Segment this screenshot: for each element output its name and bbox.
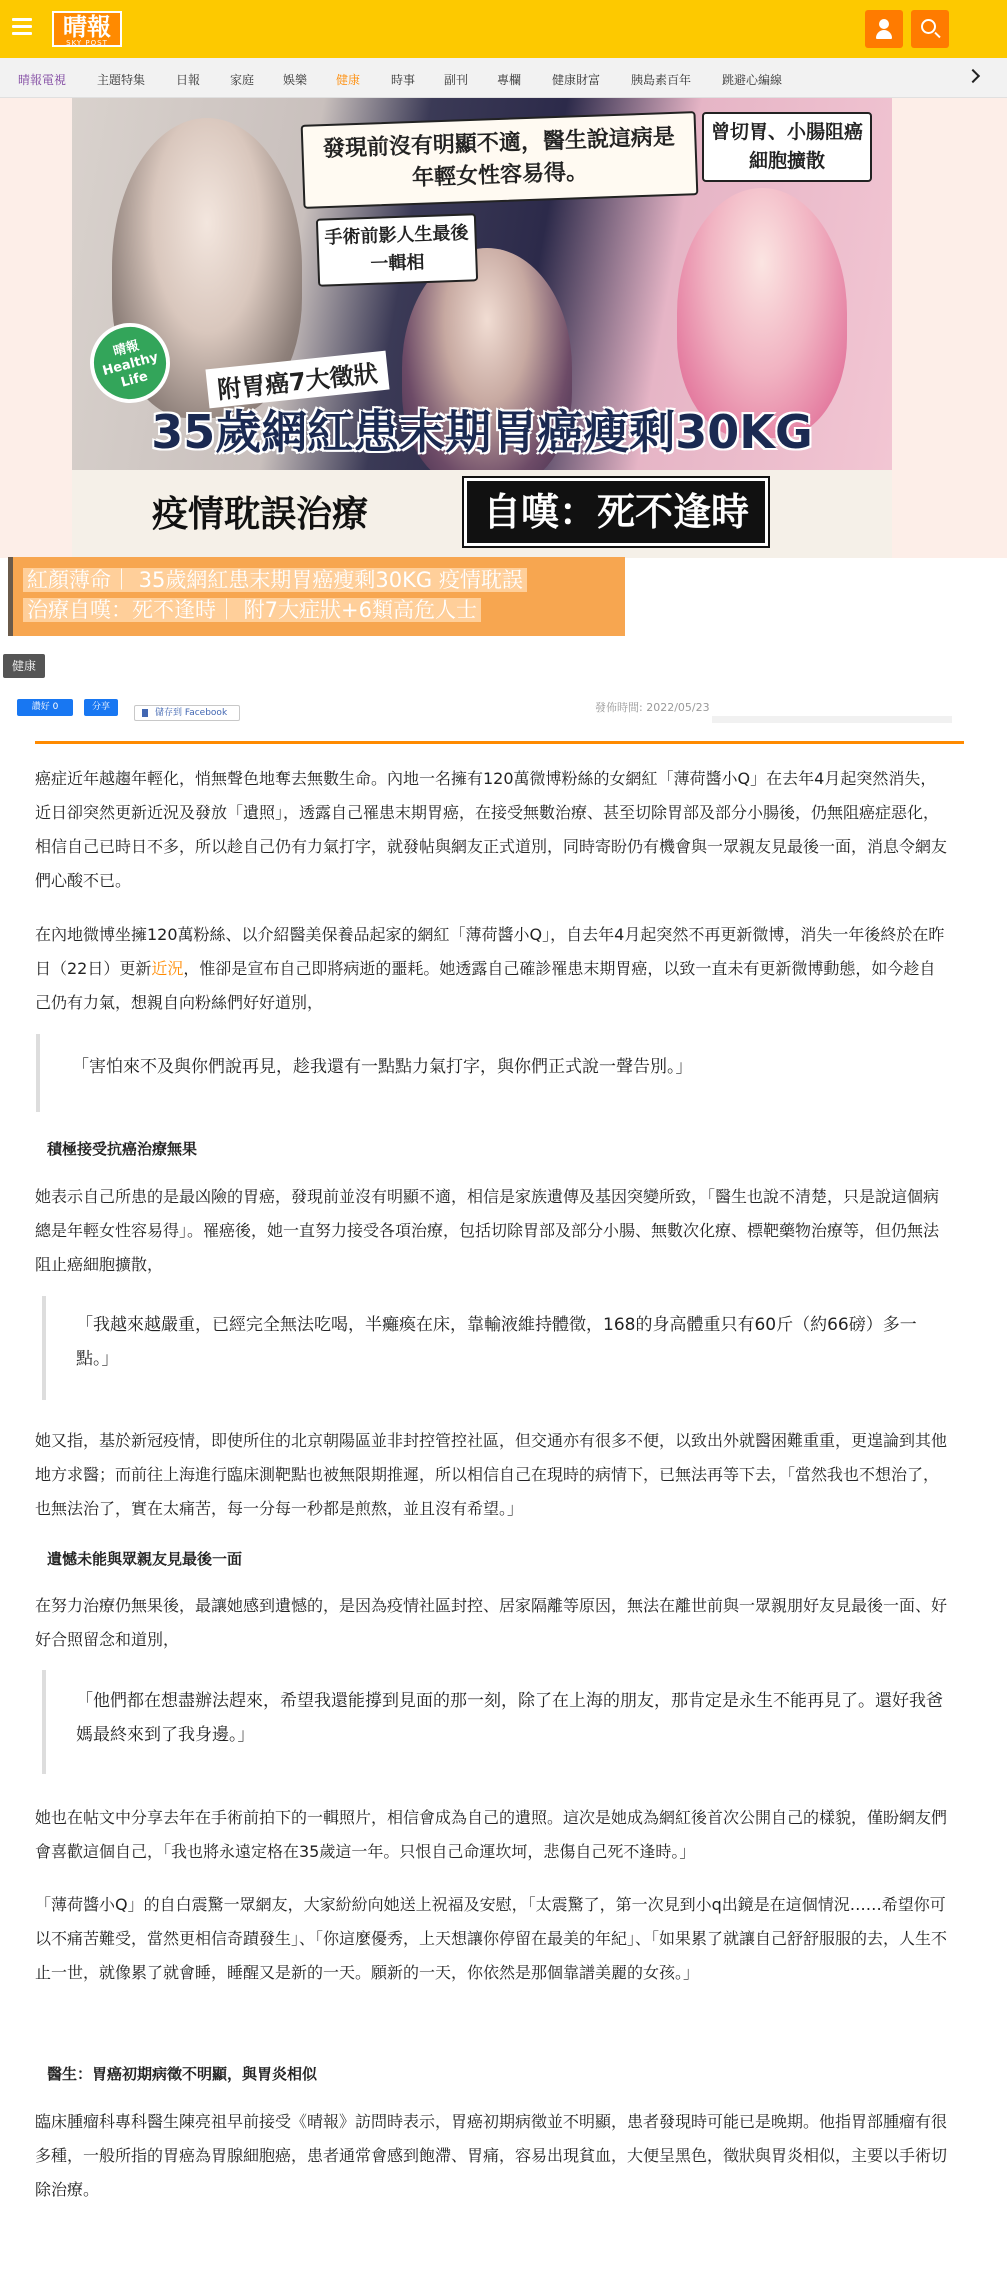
nav-item-news[interactable]: 時事 <box>391 73 416 87</box>
hero-tag-left: 手術前影人生最後一輯相 <box>316 213 478 287</box>
nav-item-editor-pick[interactable]: 跳避心編線 <box>722 73 783 87</box>
menu-icon[interactable] <box>12 18 32 38</box>
nav-item-columns[interactable]: 專欄 <box>497 73 522 87</box>
chevron-right-icon[interactable] <box>966 69 980 83</box>
quote-block: 「我越來越嚴重，已經完全無法吃喝，半癱瘓在床，靠輸液維持體徵，168的身高體重只有60斤（約66磅）多一點。」 <box>42 1296 950 1400</box>
quote-block: 「他們都在想盡辦法趕來，希望我還能撐到見面的那一刻，除了在上海的朋友，那肯定是永生不能再見了。還好我爸媽最終來到了我身邊。」 <box>42 1670 950 1774</box>
nav-item-insulin-centenary[interactable]: 胰島素百年 <box>631 73 692 87</box>
hero-bottom-bar <box>72 470 892 558</box>
category-tag[interactable]: 健康 <box>3 654 45 678</box>
nav-item-daily[interactable]: 日報 <box>176 73 201 87</box>
nav-item-skypost-tv[interactable]: 晴報電視 <box>18 73 67 87</box>
logo-subtext: SKY POST <box>66 39 108 47</box>
article-paragraph: 她也在帖文中分享去年在手術前拍下的一輯照片，相信會成為自己的遺照。這次是她成為網紅後首次公開自己的樣貌，僅盼網友們會喜歡這個自己，「我也將永遠定格在35歲這一年。只恨自己命運坎坷，悲傷自己死不逢時。」 <box>35 1808 948 1861</box>
hero-bottom-right: 自嘆：死不逢時 <box>464 478 768 546</box>
hero-tag-right: 曾切胃、小腸阻癌細胞擴散 <box>702 112 872 182</box>
category-nav <box>0 58 1007 98</box>
article-paragraph: 癌症近年越趨年輕化，悄無聲色地奪去無數生命。內地一名擁有120萬微博粉絲的女網紅「薄荷醬小Q」在去年4月起突然消失，近日卻突然更新近況及發放「遺照」，透露自己罹患末期胃癌，在接受無數治療、甚至切除胃部及部分小腸後，仍無阻癌症惡化，相信自己已時日不多，所以趁自己仍有力氣打字，就發帖與網友正式道別，同時寄盼仍有機會與一眾親友見最後一面，消息令網友們心酸不已。 <box>35 769 948 890</box>
article-title <box>8 557 625 636</box>
hero-headline: 35歲網紅患末期胃癌瘦剩30KG <box>151 405 813 459</box>
article-paragraph: 她又指，基於新冠疫情，即使所住的北京朝陽區並非封控管控社區，但交通亦有很多不便，以致出外就醫困難重重，更遑論到其他地方求醫；而前往上海進行臨床測靶點也被無限期推遲，所以相信自己在現時的病情下，已無法再等下去，「當然我也不想治了，也無法治了，實在太痛苦，每一分每一秒都是煎熬，並且沒有希望。」 <box>35 1431 948 1518</box>
nav-item-health[interactable]: 健康 <box>336 73 361 87</box>
healthy-life-badge: 晴報 Healthy Life <box>81 314 179 412</box>
user-button[interactable] <box>865 10 903 48</box>
search-button[interactable] <box>911 10 949 48</box>
hero-image <box>72 98 892 558</box>
section-heading: 遺憾未能與眾親友見最後一面 <box>47 1550 243 1568</box>
article-title-line-1: 紅顏薄命｜ 35歲網紅患末期胃癌瘦剩30KG 疫情耽誤 <box>23 565 615 595</box>
facebook-like-button[interactable]: 讚好 0 <box>17 699 73 716</box>
facebook-share-button[interactable]: 分享 <box>84 699 118 716</box>
hero-subtitle: 附胃癌7大徵狀 <box>205 351 389 409</box>
hero-note: 發現前沒有明顯不適，醫生說這病是年輕女性容易得。 <box>301 111 699 209</box>
article-paragraph: 她表示自己所患的是最凶險的胃癌，發現前並沒有明顯不適，相信是家族遺傳及基因突變所致，「醫生也說不清楚，只是說這個病總是年輕女性容易得」。罹癌後，她一直努力接受各項治療，包括切除胃部及部分小腸、無數次化療、標靶藥物治療等，但仍無法阻止癌細胞擴散， <box>35 1187 940 1274</box>
article-paragraph: 臨床腫瘤科專科醫生陳亮祖早前接受《晴報》訪問時表示，胃癌初期病徵並不明顯，患者發現時可能已是晚期。他指胃部腫瘤有很多種，一般所指的胃癌為胃腺細胞癌，患者通常會感到飽滯、胃痛，容易出現貧血，大便呈黑色，徵狀與胃炎相似，主要以手術切除治療。 <box>35 2112 948 2199</box>
inline-link[interactable]: 近況 <box>151 959 184 978</box>
nav-item-supplement[interactable]: 副刊 <box>444 73 469 87</box>
nav-item-family[interactable]: 家庭 <box>230 73 255 87</box>
divider <box>712 716 952 723</box>
quote-block: 「害怕來不及與你們說再見，趁我還有一點點力氣打字，與你們正式說一聲告別。」 <box>36 1034 950 1112</box>
hero-bottom-left: 疫情耽誤治療 <box>152 494 369 535</box>
article-divider <box>35 741 964 744</box>
site-logo[interactable] <box>52 11 122 47</box>
nav-item-entertainment[interactable]: 娛樂 <box>283 73 308 87</box>
nav-item-health-wealth[interactable]: 健康財富 <box>552 73 601 87</box>
bookmark-icon <box>142 709 148 717</box>
section-heading: 積極接受抗癌治療無果 <box>47 1140 198 1158</box>
publish-date: 發佈時間: 2022/05/23 <box>595 701 710 714</box>
article-paragraph: 在努力治療仍無果後，最讓她感到遺憾的，是因為疫情社區封控、居家隔離等原因，無法在離世前與一眾親朋好友見最後一面、好好合照留念和道別， <box>35 1596 948 1649</box>
save-to-facebook-button[interactable]: 儲存到 Facebook <box>134 705 240 721</box>
article-title-line-2: 治療自嘆：死不逢時｜ 附7大症狀+6類高危人士 <box>23 595 615 625</box>
nav-item-features[interactable]: 主題特集 <box>97 73 146 87</box>
logo-text: 晴報 <box>63 13 111 41</box>
article-paragraph: 「薄荷醬小Q」的自白震驚一眾網友，大家紛紛向她送上祝福及安慰，「太震驚了，第一次見到小q出鏡是在這個情況……希望你可以不痛苦難受，當然更相信奇蹟發生」、「你這麼優秀，上天想讓你停留在最美的年紀」、「如果累了就讓自己舒舒服服的去，人生不止一世，就像累了就會睡，睡醒又是新的一天。願新的一天，你依然是那個靠譜美麗的女孩。」 <box>35 1895 948 1982</box>
top-bar <box>0 0 1007 58</box>
article-paragraph: 在內地微博坐擁120萬粉絲、以介紹醫美保養品起家的網紅「薄荷醬小Q」，自去年4月起突然不再更新微博，消失一年後終於在昨日（22日）更新近況，惟卻是宣布自己即將病逝的噩耗。她透露自己確診罹患末期胃癌，以致一直未有更新微博動態，如今趁自己仍有力氣，想親自向粉絲們好好道別， <box>35 925 945 1012</box>
section-heading: 醫生：胃癌初期病徵不明顯，與胃炎相似 <box>47 2065 318 2083</box>
